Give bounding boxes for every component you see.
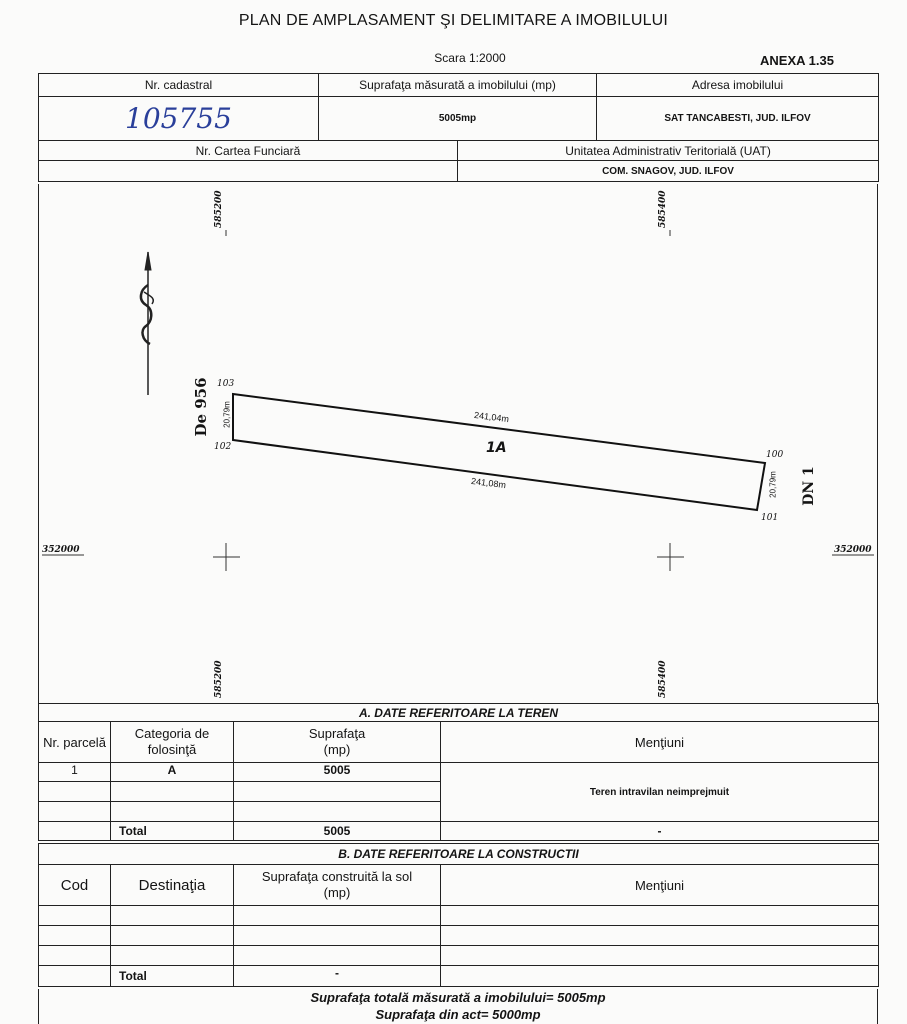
empty-cell — [39, 926, 111, 946]
empty-cell — [111, 782, 234, 802]
row-mentiuni-cell: Teren intravilan neimprejmuit — [441, 763, 879, 822]
suprafata-value: 5005mp — [319, 97, 597, 141]
grid-label-text: 585400 — [658, 660, 668, 698]
empty-cell — [111, 926, 234, 946]
total-surface-line: Suprafaţa totală măsurată a imobilului= 5005mp — [310, 990, 606, 1005]
row-parcela-cell: 1 — [39, 763, 111, 782]
empty-cell — [39, 802, 111, 822]
empty-cell — [441, 946, 879, 966]
page-title: PLAN DE AMPLASAMENT ŞI DELIMITARE A IMOBILULUI — [238, 12, 669, 29]
col-destinatia-header: Destinaţia — [111, 865, 234, 906]
total-label-a: Total — [111, 822, 234, 841]
empty-cell — [39, 782, 111, 802]
dimension-right — [758, 471, 788, 498]
section-a-title: A. DATE REFERITOARE LA TEREN — [39, 704, 879, 722]
grid-label-text: 585200 — [214, 660, 224, 698]
section-b-table — [38, 843, 879, 987]
empty-cell — [234, 946, 441, 966]
empty-cell — [234, 906, 441, 926]
empty-cell — [234, 926, 441, 946]
col-categoria-line1: Categoria de — [134, 726, 210, 741]
annex-label: ANEXA 1.35 — [760, 53, 834, 68]
col-cod-header: Cod — [39, 865, 111, 906]
empty-cell — [39, 946, 111, 966]
suprafata-header: Suprafaţa măsurată a imobilului (mp) — [319, 74, 597, 97]
col-suprafata-constr-line1: Suprafaţa construită la sol — [261, 869, 413, 884]
empty-cell — [441, 926, 879, 946]
grid-label-top-right — [654, 190, 672, 232]
empty-cell — [111, 946, 234, 966]
point-102-label: 102 — [214, 442, 232, 452]
row-categoria-cell: A — [111, 763, 234, 782]
empty-cell — [441, 906, 879, 926]
empty-cell — [234, 802, 441, 822]
adresa-value: SAT TANCABESTI, JUD. ILFOV — [597, 97, 879, 141]
empty-cell — [111, 802, 234, 822]
road-label-left-text: De 956 — [192, 377, 210, 437]
total-value-b: - — [234, 966, 441, 987]
parcel-label: 1A — [486, 440, 507, 456]
grid-label-top-left — [210, 190, 228, 232]
dimension-bottom: 241,08m — [470, 475, 507, 491]
grid-cross-right — [657, 543, 684, 571]
carte-funciara-header: Nr. Cartea Funciară — [39, 141, 458, 161]
col-suprafata-constr-line2: (mp) — [323, 885, 351, 900]
empty-cell — [111, 906, 234, 926]
dimension-top: 241,04m — [473, 409, 510, 425]
empty-cell — [39, 822, 111, 841]
col-suprafata-constr-header — [234, 865, 441, 906]
col-suprafata-header — [234, 722, 441, 763]
uat-header: Unitatea Administrativ Teritorială (UAT) — [458, 141, 879, 161]
dimension-left-text: 20,79m — [222, 401, 232, 428]
nr-cadastral-header: Nr. cadastral — [39, 74, 319, 97]
north-arrow-icon — [141, 252, 153, 395]
row-suprafata-cell: 5005 — [234, 763, 441, 782]
col-suprafata-line2: (mp) — [323, 742, 351, 757]
total-label-b: Total — [111, 966, 234, 987]
col-categoria-header — [111, 722, 234, 763]
act-surface-line: Suprafaţa din act= 5000mp — [375, 1007, 541, 1022]
grid-label-bottom-right — [654, 660, 672, 702]
section-a-table — [38, 703, 879, 841]
grid-label-text: 585200 — [214, 190, 224, 228]
point-100-label: 100 — [766, 450, 784, 460]
empty-cell — [39, 906, 111, 926]
point-101-label: 101 — [761, 513, 779, 523]
grid-label-right: 352000 — [834, 545, 872, 555]
empty-cell — [39, 966, 111, 987]
dimension-left — [212, 401, 242, 428]
section-b-title: B. DATE REFERITOARE LA CONSTRUCTII — [39, 844, 879, 865]
uat-value: COM. SNAGOV, JUD. ILFOV — [458, 161, 879, 182]
col-mentiuni-b-header: Menţiuni — [441, 865, 879, 906]
grid-cross-left — [213, 543, 240, 571]
col-suprafata-line1: Suprafaţa — [308, 726, 366, 741]
empty-cell — [441, 966, 879, 987]
point-103-label: 103 — [217, 379, 235, 389]
grid-label-text: 585400 — [658, 190, 668, 228]
grid-label-bottom-left — [210, 660, 228, 702]
dimension-right-text: 20,79m — [768, 471, 778, 498]
empty-cell — [234, 782, 441, 802]
grid-label-left: 352000 — [42, 545, 80, 555]
handwritten-cadastral-number: 105755 — [125, 102, 232, 135]
total-mentiuni-a: - — [441, 822, 879, 841]
road-label-right — [784, 466, 834, 506]
adresa-header: Adresa imobilului — [597, 74, 879, 97]
col-parcela-header: Nr. parcelă — [39, 722, 111, 763]
col-categoria-line2: folosinţă — [147, 742, 197, 757]
total-value-a: 5005 — [234, 822, 441, 841]
road-label-right-text: DN 1 — [801, 466, 817, 506]
col-mentiuni-header: Menţiuni — [441, 722, 879, 763]
scale-label: Scara 1:2000 — [434, 51, 506, 65]
